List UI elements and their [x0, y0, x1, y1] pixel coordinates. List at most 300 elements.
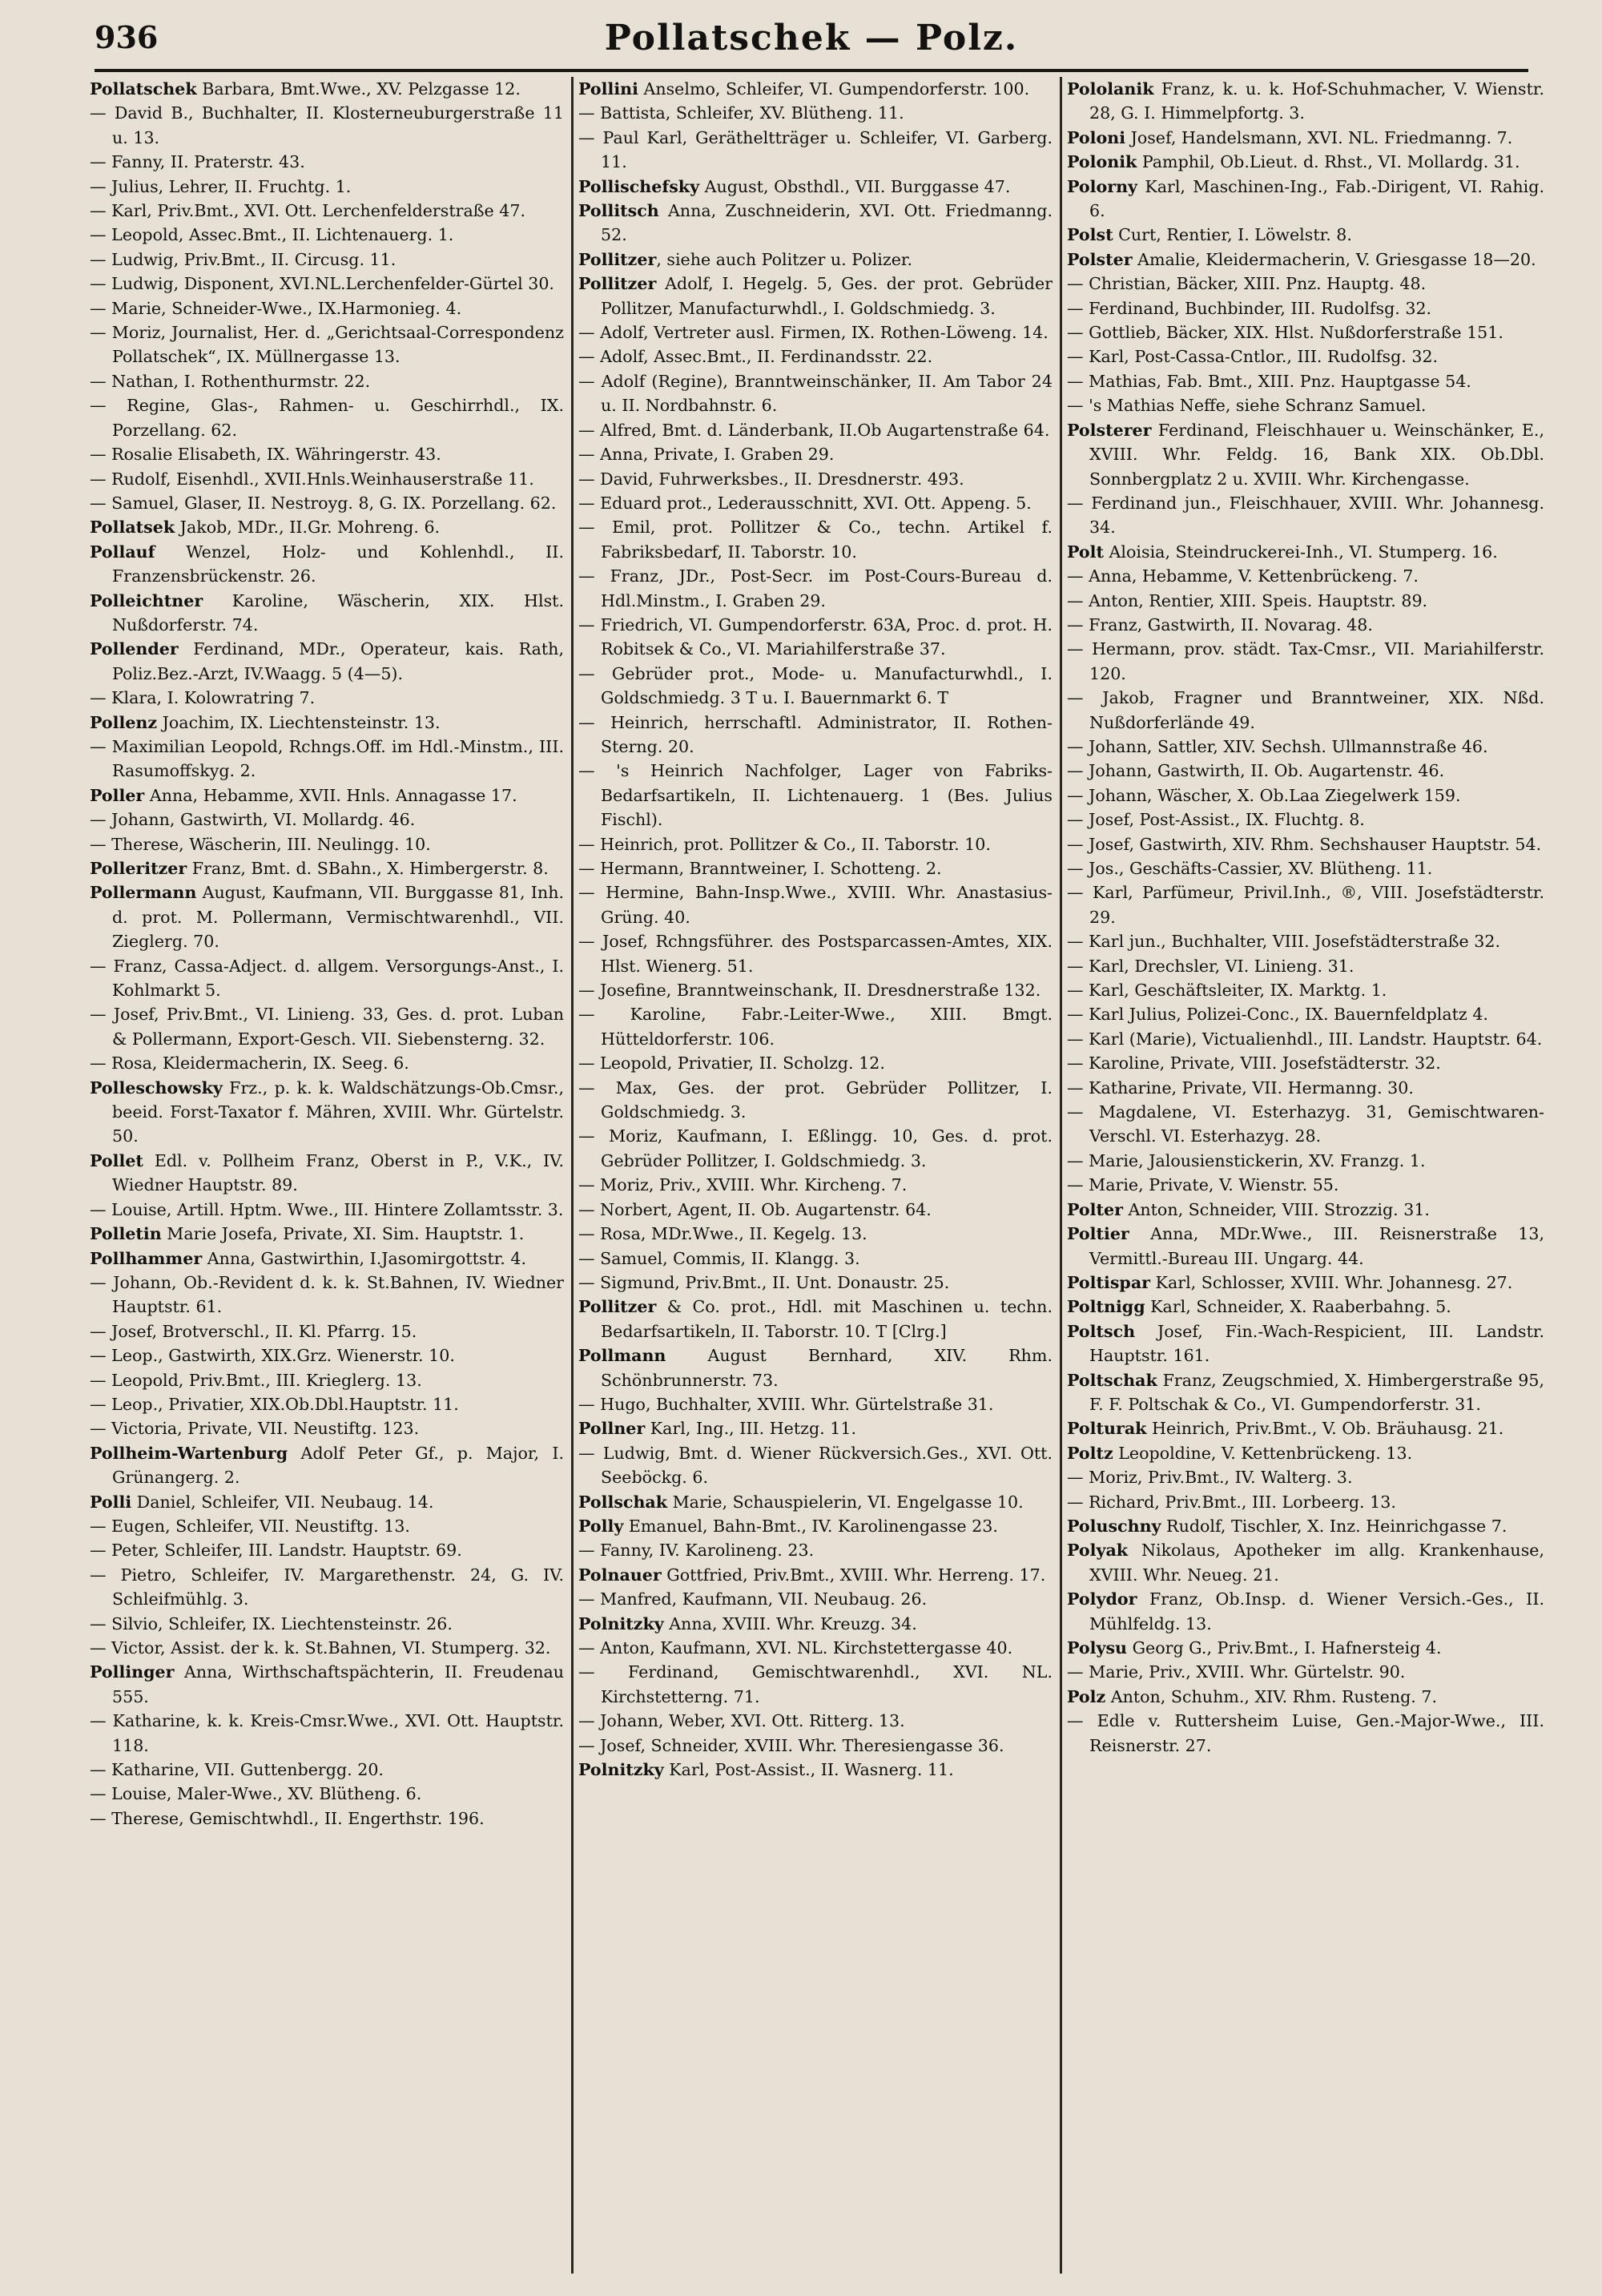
entry-text: — David, Fuhrwerksbes., II. Dresdnerstr. 493.: [578, 469, 964, 489]
directory-entry: [578, 515, 1053, 564]
entry-surname: Polleichtner: [90, 590, 203, 610]
entry-text: — Eduard prot., Lederausschnitt, XVI. Ott. Appeng. 5.: [578, 493, 1032, 513]
directory-entry: [90, 1563, 564, 1612]
directory-entry: [1067, 272, 1544, 296]
directory-entry: [578, 467, 1053, 491]
directory-entry: [578, 1636, 1053, 1660]
entry-text: — Jakob, Fragner und Branntweiner, XIX. Nßd. Nußdorferlände 49.: [1067, 688, 1544, 732]
entry-surname: Pololanik: [1067, 79, 1154, 99]
directory-entry: [1067, 686, 1544, 735]
entry-text: Anna, XVIII. Whr. Kreuzg. 34.: [663, 1613, 917, 1633]
entry-surname: Pollender: [90, 639, 179, 659]
directory-entry: [1067, 1002, 1544, 1026]
directory-entry: [1067, 1490, 1544, 1514]
directory-entry: [90, 954, 564, 1003]
directory-entry: [1067, 856, 1544, 880]
directory-entry: [578, 1709, 1053, 1733]
directory-entry: [90, 101, 564, 150]
entry-text: — Marie, Private, V. Wienstr. 55.: [1067, 1175, 1339, 1195]
entry-text: — Anna, Private, I. Graben 29.: [578, 445, 835, 465]
entry-text: August Bernhard, XIV. Rhm. Schönbrunnerstr. 73.: [601, 1346, 1053, 1390]
entry-surname: Polli: [90, 1492, 132, 1512]
directory-entry: [578, 1222, 1053, 1246]
directory-entry: [1067, 320, 1544, 344]
directory-entry: [578, 248, 1053, 272]
entry-text: Rudolf, Tischler, X. Inz. Heinrichgasse 7.: [1161, 1516, 1507, 1536]
entry-surname: Polydor: [1067, 1589, 1137, 1609]
entry-text: — Ludwig, Priv.Bmt., II. Circusg. 11.: [90, 249, 396, 269]
directory-entry: [90, 1319, 564, 1343]
directory-entry: [90, 1612, 564, 1636]
directory-entry: [1067, 1198, 1544, 1222]
directory-entry: [90, 880, 564, 953]
entry-text: — Katharine, Private, VII. Hermanng. 30.: [1067, 1078, 1414, 1098]
entry-surname: Pollenz: [90, 712, 158, 732]
directory-entry: [1067, 1319, 1544, 1368]
entry-text: — Leop., Gastwirth, XIX.Grz. Wienerstr. 10.: [90, 1346, 455, 1366]
entry-text: Karl, Maschinen-Ing., Fab.-Dirigent, VI. Rahig. 6.: [1089, 176, 1544, 221]
directory-entry: [1067, 126, 1544, 150]
entry-text: — Marie, Jalousienstickerin, XV. Franzg. 1.: [1067, 1150, 1426, 1170]
directory-entry: [90, 808, 564, 832]
entry-text: Anna, MDr.Wwe., III. Reisnerstraße 13, Vermittl.-Bureau III. Ungarg. 44.: [1089, 1224, 1544, 1268]
directory-entry: [1067, 637, 1544, 686]
entry-text: — Paul Karl, Gerätheltträger u. Schleifer, VI. Garberg. 11.: [578, 127, 1053, 172]
entry-surname: Polnitzky: [578, 1613, 664, 1633]
directory-entry: [90, 320, 564, 369]
directory-entry: [1067, 1685, 1544, 1709]
entry-surname: Polly: [578, 1516, 624, 1536]
directory-entry: [578, 1490, 1053, 1514]
entry-text: — Battista, Schleifer, XV. Blütheng. 11.: [578, 103, 904, 123]
directory-entry: [90, 1343, 564, 1368]
entry-surname: Polorny: [1067, 176, 1138, 196]
entry-text: — Marie, Schneider-Wwe., IX.Harmonieg. 4.: [90, 298, 462, 318]
directory-entry: [90, 1782, 564, 1806]
entry-surname: Pollinger: [90, 1662, 175, 1682]
entry-text: — Gebrüder prot., Mode- u. Manufacturwhdl., I. Goldschmiedg. 3 T u. I. Bauernmarkt 6. T: [578, 663, 1053, 708]
directory-entry: [1067, 954, 1544, 978]
directory-entry: [1067, 369, 1544, 393]
entry-text: — David B., Buchhalter, II. Klosterneuburgerstraße 11 u. 13.: [90, 103, 564, 147]
directory-entry: [578, 369, 1053, 418]
entry-text: — Silvio, Schleifer, IX. Liechtensteinstr. 26.: [90, 1613, 453, 1633]
directory-entry: [90, 832, 564, 856]
directory-entry: [1067, 1173, 1544, 1197]
entry-text: Josef, Fin.-Wach-Respicient, III. Landstr. Hauptstr. 161.: [1089, 1321, 1544, 1366]
directory-entry: [1067, 248, 1544, 272]
entry-text: — Moriz, Journalist, Her. d. „Gerichtsaal-Correspondenz Pollatschek“, IX. Müllnergasse 13.: [90, 323, 564, 367]
entry-text: — Heinrich, prot. Pollitzer & Co., II. Taborstr. 10.: [578, 834, 991, 854]
entry-text: — Gottlieb, Bäcker, XIX. Hlst. Nußdorferstraße 151.: [1067, 323, 1503, 343]
entry-text: — Rosa, Kleidermacherin, IX. Seeg. 6.: [90, 1053, 409, 1073]
entry-text: Gottfried, Priv.Bmt., XVIII. Whr. Herreng. 17.: [661, 1565, 1046, 1585]
entry-text: — Moriz, Kaufmann, I. Eßlingg. 10, Ges. d. prot. Gebrüder Pollitzer, I. Goldschmiedg. 3.: [578, 1126, 1053, 1170]
entry-text: — Johann, Wäscher, X. Ob.Laa Ziegelwerk 159.: [1067, 785, 1461, 805]
directory-entry: [1067, 1027, 1544, 1051]
directory-entry: [1067, 1660, 1544, 1684]
directory-entry: [90, 637, 564, 686]
directory-entry: [90, 783, 564, 808]
directory-entry: [578, 1660, 1053, 1709]
entry-text: — Johann, Gastwirth, II. Ob. Augartenstr. 46.: [1067, 761, 1445, 781]
directory-entry: [1067, 491, 1544, 540]
directory-entry: [578, 126, 1053, 175]
entry-text: — Manfred, Kaufmann, VII. Neubaug. 26.: [578, 1589, 928, 1609]
entry-text: Frz., p. k. k. Waldschätzungs-Ob.Cmsr., beeid. Forst-Taxator f. Mähren, XVIII. Whr. Gürtelstr. 50.: [112, 1078, 564, 1146]
directory-entry: [90, 248, 564, 272]
directory-entry: [578, 662, 1053, 711]
directory-entry: [90, 589, 564, 638]
entry-surname: Pollheim-Wartenburg: [90, 1443, 288, 1463]
entry-text: — Leop., Privatier, XIX.Ob.Dbl.Hauptstr. 11.: [90, 1394, 459, 1414]
entry-text: — Maximilian Leopold, Rchngs.Off. im Hdl.-Minstm., III. Rasumoffskyg. 2.: [90, 736, 564, 781]
entry-text: — Josefine, Branntweinschank, II. Dresdnerstraße 132.: [578, 981, 1041, 1001]
entry-text: — Katharine, k. k. Kreis-Cmsr.Wwe., XVI. Ott. Hauptstr. 118.: [90, 1711, 564, 1755]
directory-entry: [90, 686, 564, 710]
entry-text: — Karl jun., Buchhalter, VIII. Josefstädterstraße 32.: [1067, 932, 1501, 952]
entry-text: — Fanny, II. Praterstr. 43.: [90, 152, 305, 172]
entry-surname: Pollitzer: [578, 1297, 657, 1317]
directory-entry: [1067, 344, 1544, 369]
entry-surname: Polletin: [90, 1224, 162, 1244]
directory-entry: [1067, 296, 1544, 320]
directory-entry: [90, 175, 564, 199]
entry-text: — Franz, JDr., Post-Secr. im Post-Cours-Bureau d. Hdl.Minstm., I. Graben 29.: [578, 566, 1053, 610]
entry-text: — Ludwig, Bmt. d. Wiener Rückversich.Ges., XVI. Ott. Seeböckg. 6.: [578, 1443, 1053, 1488]
entry-surname: Polter: [1067, 1199, 1123, 1219]
entry-text: — Leopold, Priv.Bmt., III. Krieglerg. 13.: [90, 1370, 422, 1390]
directory-entry: [90, 223, 564, 247]
entry-text: Barbara, Bmt.Wwe., XV. Pelzgasse 12.: [196, 79, 521, 99]
directory-entry: [1067, 150, 1544, 174]
entry-text: Heinrich, Priv.Bmt., V. Ob. Bräuhausg. 21.: [1146, 1419, 1504, 1439]
entry-text: August, Obsthdl., VII. Burggasse 47.: [699, 176, 1011, 196]
column-rule: [1060, 77, 1062, 2274]
entry-text: Amalie, Kleidermacherin, V. Griesgasse 18—20.: [1132, 249, 1536, 269]
directory-entry: [1067, 589, 1544, 613]
entry-text: — Magdalene, VI. Esterhazyg. 31, Gemischtwaren-Verschl. VI. Esterhazyg. 28.: [1067, 1102, 1544, 1146]
directory-entry: [1067, 1538, 1544, 1587]
entry-text: — Klara, I. Kolowratring 7.: [90, 688, 316, 708]
entry-surname: Pollischefsky: [578, 176, 700, 196]
directory-entry: [578, 1416, 1053, 1440]
directory-entry: [90, 735, 564, 783]
entry-text: — Karl, Priv.Bmt., XVI. Ott. Lerchenfelderstraße 47.: [90, 201, 525, 221]
entry-text: Georg G., Priv.Bmt., I. Hafnersteig 4.: [1127, 1638, 1442, 1658]
entry-text: — Ferdinand jun., Fleischhauer, XVIII. Whr. Johannesg. 34.: [1067, 493, 1544, 538]
entry-text: — 's Mathias Neffe, siehe Schranz Samuel.: [1067, 396, 1427, 416]
directory-entry: [90, 1198, 564, 1222]
entry-text: Leopoldine, V. Kettenbrückeng. 13.: [1113, 1443, 1413, 1463]
entry-text: — Johann, Sattler, XIV. Sechsh. Ullmannstraße 46.: [1067, 736, 1488, 756]
entry-text: — Leopold, Assec.Bmt., II. Lichtenauerg. 1.: [90, 225, 454, 245]
entry-surname: Polsterer: [1067, 420, 1152, 440]
entry-text: — Adolf (Regine), Branntweinschänker, II. Am Tabor 24 u. II. Nordbahnstr. 6.: [578, 371, 1053, 416]
directory-entry: [1067, 393, 1544, 417]
entry-text: — Ludwig, Disponent, XVI.NL.Lerchenfelder-Gürtel 30.: [90, 274, 554, 294]
directory-entry: [578, 1758, 1053, 1782]
entry-text: — Josef, Gastwirth, XIV. Rhm. Sechshauser Hauptstr. 54.: [1067, 834, 1542, 854]
directory-entry: [578, 1514, 1053, 1538]
entry-text: — Karoline, Private, VIII. Josefstädterstr. 32.: [1067, 1053, 1441, 1073]
entry-text: Anton, Schneider, VIII. Strozzig. 31.: [1122, 1199, 1430, 1219]
entry-text: — Josef, Schneider, XVIII. Whr. Theresiengasse 36.: [578, 1735, 1004, 1755]
directory-entry: [578, 199, 1053, 248]
directory-entry: [578, 1198, 1053, 1222]
entry-text: Emanuel, Bahn-Bmt., IV. Karolinengasse 23.: [623, 1516, 998, 1536]
directory-entry: [1067, 783, 1544, 808]
directory-entry: [90, 1490, 564, 1514]
entry-surname: Polt: [1067, 542, 1105, 562]
entry-surname: Pollatsek: [90, 518, 175, 538]
entry-text: — Katharine, VII. Guttenbergg. 20.: [90, 1760, 384, 1780]
entry-text: — Hermann, prov. städt. Tax-Cmsr., VII. Mariahilferstr. 120.: [1067, 639, 1544, 683]
entry-text: Adolf Peter Gf., p. Major, I. Grünangerg. 2.: [112, 1443, 564, 1488]
column-right: [1067, 77, 1544, 2278]
entry-text: Ferdinand, Fleischhauer u. Weinschänker, E., XVIII. Whr. Feldg. 16, Bank XIX. Ob.Dbl. Sonnbergplatz 2 u. XVIII. Whr. Kirchengasse.: [1089, 420, 1544, 489]
entry-text: August, Kaufmann, VII. Burggasse 81, Inh. d. prot. M. Pollermann, Vermischtwarenhdl., VII. Zieglerg. 70.: [112, 883, 564, 952]
directory-entry: [1067, 1271, 1544, 1295]
entry-text: — Anton, Kaufmann, XVI. NL. Kirchstettergasse 40.: [578, 1638, 1013, 1658]
entry-text: — Emil, prot. Pollitzer & Co., techn. Artikel f. Fabriksbedarf, II. Taborstr. 10.: [578, 518, 1053, 562]
entry-text: — Fanny, IV. Karolineng. 23.: [578, 1541, 815, 1561]
directory-entry: [90, 467, 564, 491]
directory-entry: [90, 296, 564, 320]
directory-entry: [578, 491, 1053, 515]
entry-text: — Julius, Lehrer, II. Fruchtg. 1.: [90, 176, 352, 196]
directory-entry: [578, 344, 1053, 369]
directory-entry: [578, 1734, 1053, 1758]
directory-entry: [1067, 613, 1544, 637]
entry-text: Wenzel, Holz- und Kohlenhdl., II. Franzensbrückenstr. 26.: [112, 542, 564, 586]
entry-surname: Pollermann: [90, 883, 197, 903]
entry-text: — Samuel, Commis, II. Klangg. 3.: [578, 1248, 860, 1268]
directory-entry: [1067, 1076, 1544, 1100]
page-header: [95, 18, 1528, 72]
directory-entry: [90, 1002, 564, 1051]
entry-surname: Pollmann: [578, 1346, 666, 1366]
directory-entry: [90, 1514, 564, 1538]
entry-text: — Karl, Drechsler, VI. Linieng. 31.: [1067, 956, 1354, 976]
entry-text: — Sigmund, Priv.Bmt., II. Unt. Donaustr. 25.: [578, 1272, 950, 1292]
entry-text: — 's Heinrich Nachfolger, Lager von Fabriks-Bedarfsartikeln, II. Lichtenauerg. 1 (Bes. Julius Fischl).: [578, 761, 1053, 830]
directory-entry: [90, 1222, 564, 1246]
directory-entry: [1067, 1416, 1544, 1440]
directory-entry: [578, 1392, 1053, 1416]
directory-entry: [1067, 1295, 1544, 1319]
entry-text: Ferdinand, MDr., Operateur, kais. Rath, Poliz.Bez.-Arzt, IV.Waagg. 5 (4—5).: [112, 639, 564, 683]
column-middle: [578, 77, 1053, 2278]
directory-entry: [1067, 1441, 1544, 1465]
directory-entry: [578, 442, 1053, 466]
directory-entry: [1067, 929, 1544, 953]
entry-text: — Rudolf, Eisenhdl., XVII.Hnls.Weinhauserstraße 11.: [90, 469, 534, 489]
entry-text: Karoline, Wäscherin, XIX. Hlst. Nußdorferstr. 74.: [112, 590, 564, 634]
entry-text: — Rosa, MDr.Wwe., II. Kegelg. 13.: [578, 1224, 867, 1244]
entry-text: — Rosalie Elisabeth, IX. Währingerstr. 43.: [90, 445, 441, 465]
directory-entry: [1067, 1222, 1544, 1271]
entry-text: — Ferdinand, Buchbinder, III. Rudolfsg. 32.: [1067, 298, 1432, 318]
directory-entry: [90, 1441, 564, 1490]
directory-entry: [578, 320, 1053, 344]
entry-surname: Pollhammer: [90, 1248, 203, 1268]
entry-text: — Alfred, Bmt. d. Länderbank, II.Ob Augartenstraße 64.: [578, 420, 1050, 440]
directory-entry: [90, 1416, 564, 1440]
directory-entry: [90, 77, 564, 101]
entry-text: , siehe auch Politzer u. Polizer.: [656, 249, 913, 269]
directory-entry: [1067, 540, 1544, 564]
entry-surname: Pollner: [578, 1419, 646, 1439]
entry-text: Anna, Wirthschaftspächterin, II. Freudenau 555.: [112, 1662, 564, 1706]
directory-entry: [578, 101, 1053, 125]
entry-text: Adolf, I. Hegelg. 5, Ges. der prot. Gebrüder Pollitzer, Manufacturwhdl., I. Goldschmiedg. 3.: [601, 274, 1053, 318]
directory-entry: [1067, 735, 1544, 759]
entry-surname: Poltnigg: [1067, 1297, 1145, 1317]
directory-entry: [90, 1247, 564, 1271]
entry-text: Nikolaus, Apotheker im allg. Krankenhause, XVIII. Whr. Neueg. 21.: [1089, 1541, 1544, 1585]
entry-text: — Josef, Rchngsführer. des Postsparcassen-Amtes, XIX. Hlst. Wienerg. 51.: [578, 932, 1053, 976]
entry-text: — Norbert, Agent, II. Ob. Augartenstr. 64.: [578, 1199, 932, 1219]
entry-surname: Pollet: [90, 1150, 143, 1170]
directory-entry: [1067, 77, 1544, 126]
directory-entry: [578, 418, 1053, 442]
running-title: Pollatschek — Polz.: [604, 18, 1019, 58]
entry-surname: Pollitzer: [578, 249, 657, 269]
directory-entry: [578, 711, 1053, 759]
entry-text: — Johann, Ob.-Revident d. k. k. St.Bahnen, IV. Wiedner Hauptstr. 61.: [90, 1272, 564, 1317]
entry-text: — Therese, Gemischtwhdl., II. Engerthstr. 196.: [90, 1808, 485, 1828]
entry-text: — Josef, Post-Assist., IX. Fluchtg. 8.: [1067, 810, 1365, 830]
entry-text: — Anna, Hebamme, V. Kettenbrückeng. 7.: [1067, 566, 1419, 586]
directory-entry: [578, 272, 1053, 320]
directory-entry: [90, 1636, 564, 1660]
entry-text: — Moriz, Priv.Bmt., IV. Walterg. 3.: [1067, 1468, 1353, 1488]
directory-entry: [578, 1343, 1053, 1392]
directory-entry: [90, 1271, 564, 1319]
entry-text: — Karl Julius, Polizei-Conc., IX. Bauernfeldplatz 4.: [1067, 1005, 1488, 1025]
directory-entry: [1067, 978, 1544, 1002]
entry-text: — Therese, Wäscherin, III. Neulingg. 10.: [90, 834, 431, 854]
entry-text: — Karl (Marie), Victualienhdl., III. Landstr. Hauptstr. 64.: [1067, 1029, 1543, 1049]
entry-surname: Pollitsch: [578, 201, 659, 221]
entry-text: — Victor, Assist. der k. k. St.Bahnen, VI. Stumperg. 32.: [90, 1638, 551, 1658]
entry-text: — Adolf, Assec.Bmt., II. Ferdinandsstr. 22.: [578, 347, 933, 367]
entry-surname: Pollschak: [578, 1492, 668, 1512]
entry-surname: Polnitzky: [578, 1760, 664, 1780]
entry-text: Curt, Rentier, I. Löwelstr. 8.: [1113, 225, 1352, 245]
entry-text: — Marie, Priv., XVIII. Whr. Gürtelstr. 90.: [1067, 1662, 1406, 1682]
directory-entry: [90, 540, 564, 589]
directory-entry: [1067, 1636, 1544, 1660]
directory-entry: [1067, 564, 1544, 588]
directory-entry: [90, 856, 564, 880]
entry-text: — Louise, Artill. Hptm. Wwe., III. Hintere Zollamtsstr. 3.: [90, 1199, 564, 1219]
entry-surname: Polster: [1067, 249, 1133, 269]
directory-entry: [578, 613, 1053, 662]
entry-text: — Moriz, Priv., XVIII. Whr. Kircheng. 7.: [578, 1175, 908, 1195]
directory-entry: [1067, 880, 1544, 929]
directory-entry: [1067, 1465, 1544, 1489]
entry-text: — Regine, Glas-, Rahmen- u. Geschirrhdl., IX. Porzellang. 62.: [90, 396, 564, 440]
directory-entry: [90, 199, 564, 223]
entry-text: — Anton, Rentier, XIII. Speis. Hauptstr. 89.: [1067, 590, 1428, 610]
entry-text: Edl. v. Pollheim Franz, Oberst in P., V.K., IV. Wiedner Hauptstr. 89.: [112, 1150, 564, 1195]
directory-entry: [578, 1173, 1053, 1197]
directory-entry: [1067, 1709, 1544, 1758]
entry-text: — Johann, Weber, XVI. Ott. Ritterg. 13.: [578, 1711, 905, 1731]
entry-text: — Christian, Bäcker, XIII. Pnz. Hauptg. 48.: [1067, 274, 1427, 294]
directory-entry: [1067, 808, 1544, 832]
column-left: [90, 77, 564, 2278]
directory-entry: [90, 393, 564, 442]
directory-entry: [1067, 223, 1544, 247]
directory-entry: [578, 759, 1053, 832]
entry-text: Josef, Handelsmann, XVI. NL. Friedmanng. 7.: [1125, 127, 1513, 147]
entry-surname: Pollitzer: [578, 274, 657, 294]
entry-text: Anselmo, Schleifer, VI. Gumpendorferstr. 100.: [638, 79, 1030, 99]
entry-text: — Louise, Maler-Wwe., XV. Blütheng. 6.: [90, 1784, 422, 1804]
entry-text: Franz, k. u. k. Hof-Schuhmacher, V. Wienstr. 28, G. I. Himmelpfortg. 3.: [1089, 79, 1544, 123]
directory-entry: [1067, 418, 1544, 491]
directory-entry: [90, 1758, 564, 1782]
directory-entry: [578, 1587, 1053, 1611]
directory-entry: [90, 1660, 564, 1709]
directory-entry: [1067, 1100, 1544, 1149]
entry-surname: Poluschny: [1067, 1516, 1161, 1536]
entry-surname: Poltispar: [1067, 1272, 1151, 1292]
entry-surname: Poltier: [1067, 1224, 1129, 1244]
entry-text: — Edle v. Ruttersheim Luise, Gen.-Major-Wwe., III. Reisnerstr. 27.: [1067, 1711, 1544, 1755]
entry-surname: Poller: [90, 785, 145, 805]
directory-entry: [1067, 1051, 1544, 1075]
entry-text: — Josef, Priv.Bmt., VI. Linieng. 33, Ges. d. prot. Luban & Pollermann, Export-Gesch. VII. Siebensterng. 32.: [90, 1005, 564, 1049]
entry-text: Marie, Schauspielerin, VI. Engelgasse 10.: [667, 1492, 1024, 1512]
directory-entry: [578, 1124, 1053, 1173]
entry-text: — Johann, Gastwirth, VI. Mollardg. 46.: [90, 810, 416, 830]
directory-entry: [578, 1538, 1053, 1562]
entry-text: — Eugen, Schleifer, VII. Neustiftg. 13.: [90, 1516, 410, 1536]
entry-surname: Polz: [1067, 1686, 1106, 1706]
directory-entry: [1067, 832, 1544, 856]
entry-text: Karl, Post-Assist., II. Wasnerg. 11.: [663, 1760, 954, 1780]
entry-text: Jakob, MDr., II.Gr. Mohreng. 6.: [175, 518, 441, 538]
directory-entry: [1067, 1149, 1544, 1173]
entry-text: — Hermine, Bahn-Insp.Wwe., XVIII. Whr. Anastasius-Grüng. 40.: [578, 883, 1053, 927]
directory-entry: [578, 1051, 1053, 1075]
directory-entry: [578, 1441, 1053, 1490]
entry-text: — Karl, Geschäftsleiter, IX. Marktg. 1.: [1067, 981, 1387, 1001]
directory-entry: [90, 515, 564, 539]
directory-entry: [90, 711, 564, 735]
directory-entry: [90, 1368, 564, 1392]
entry-surname: Polyak: [1067, 1541, 1129, 1561]
entry-text: Marie Josefa, Private, XI. Sim. Hauptstr. 1.: [161, 1224, 525, 1244]
entry-text: Anna, Zuschneiderin, XVI. Ott. Friedmanng. 52.: [601, 201, 1053, 245]
directory-entry: [90, 1149, 564, 1198]
directory-entry: [578, 1295, 1053, 1343]
entry-text: — Hugo, Buchhalter, XVIII. Whr. Gürtelstraße 31.: [578, 1394, 994, 1414]
entry-surname: Polysu: [1067, 1638, 1128, 1658]
directory-entry: [578, 978, 1053, 1002]
entry-text: — Nathan, I. Rothenthurmstr. 22.: [90, 371, 371, 391]
entry-text: — Pietro, Schleifer, IV. Margarethenstr. 24, G. IV. Schleifmühlg. 3.: [90, 1565, 564, 1609]
directory-entry: [90, 491, 564, 515]
directory-entry: [90, 1392, 564, 1416]
entry-surname: Polonik: [1067, 152, 1137, 172]
directory-entry: [90, 150, 564, 174]
entry-text: — Mathias, Fab. Bmt., XIII. Pnz. Hauptgasse 54.: [1067, 371, 1471, 391]
